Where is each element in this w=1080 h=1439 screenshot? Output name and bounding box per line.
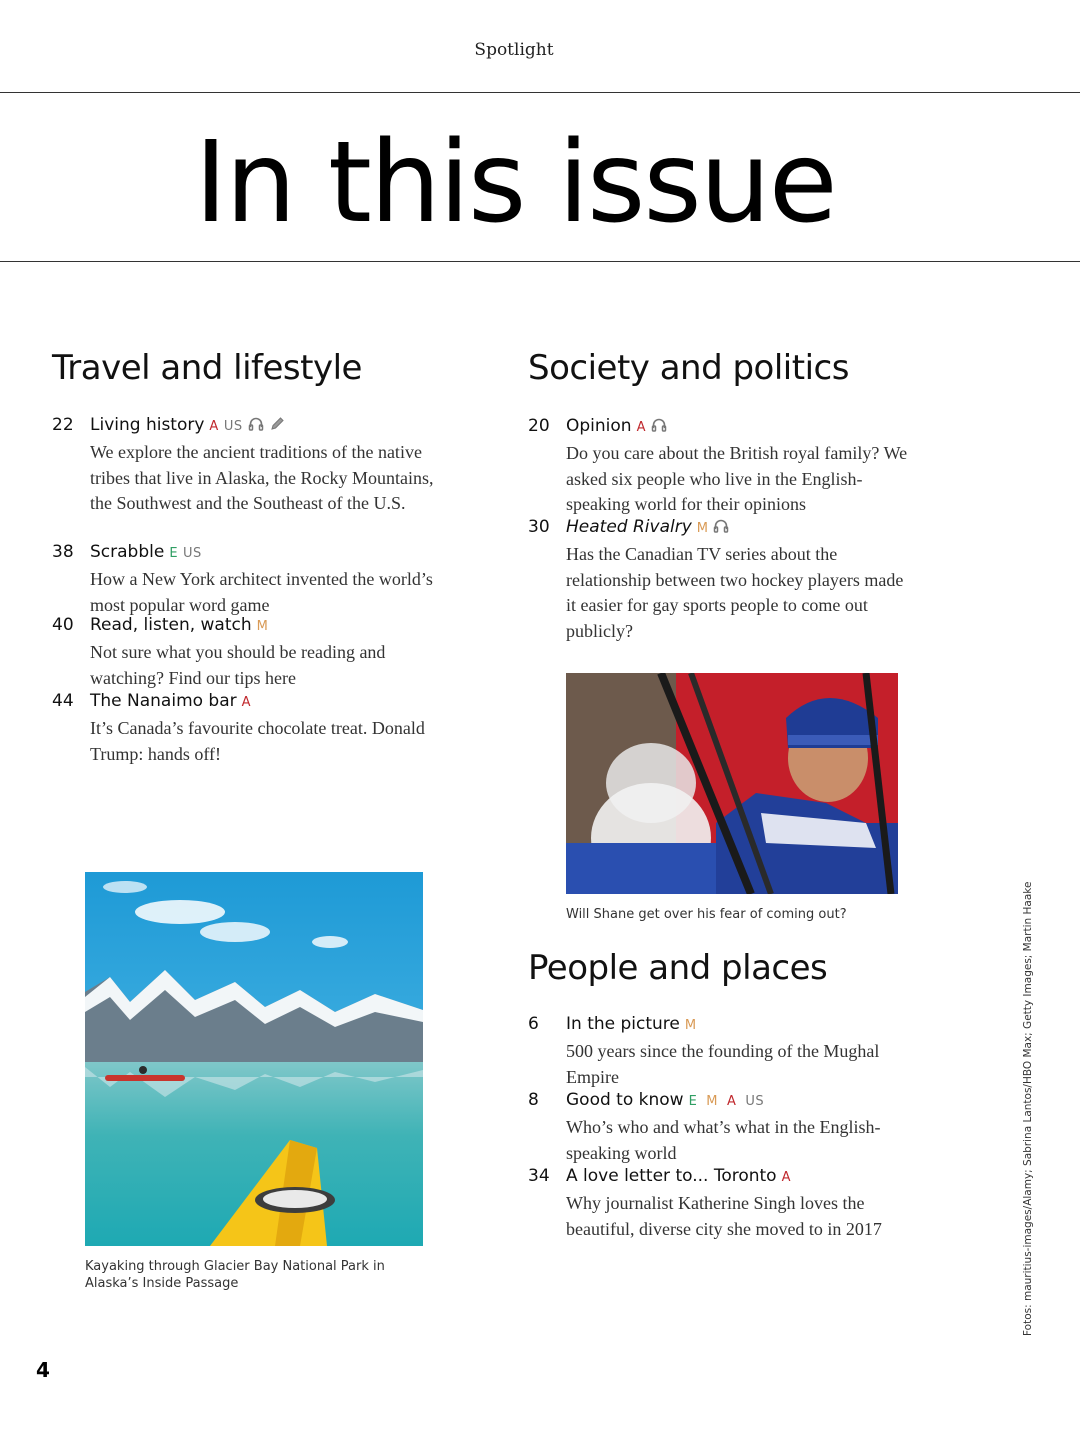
kayak-photo (85, 872, 423, 1246)
entry-page-number: 20 (528, 416, 550, 436)
entry-description: How a New York architect invented the world’s most popular word game (90, 569, 433, 615)
level-badge-e: E (169, 546, 179, 561)
entry-page-number: 40 (52, 615, 74, 635)
headphones-icon (248, 416, 264, 437)
entry-title: In the picture M (566, 1014, 697, 1034)
headphones-icon (651, 417, 667, 438)
entry-page-number: 8 (528, 1090, 539, 1110)
magazine-name: Spotlight (474, 40, 554, 60)
entry-title: Heated Rivalry M (566, 517, 729, 539)
entry-description: Who’s who and what’s what in the English-speaking world (566, 1117, 881, 1163)
entry-description: We explore the ancient traditions of the native tribes that live in Alaska, the Rocky Mountains, the Southwest and the Southeast of the U.S. (90, 442, 434, 513)
level-badge-a: A (727, 1094, 737, 1109)
photo-credit: Fotos: mauritius-images/Alamy; Sabrina Lantos/HBO Max; Getty Images; Martin Haake (1022, 881, 1034, 1336)
level-badge-m: M (706, 1094, 719, 1109)
section-heading-society: Society and politics (528, 348, 849, 388)
entry-description: Do you care about the British royal family? We asked six people who live in the English-speaking world for their opinions (566, 443, 908, 514)
level-badge-us: US (223, 419, 243, 434)
entry-page-number: 30 (528, 517, 550, 537)
entry-page-number: 38 (52, 542, 74, 562)
entry-description: 500 years since the founding of the Mughal Empire (566, 1041, 880, 1087)
entry-title: A love letter to... Toronto A (566, 1166, 791, 1186)
hockey-caption: Will Shane get over his fear of coming out? (566, 907, 847, 922)
pencil-icon (269, 416, 285, 437)
entry-title: Good to know E M A US (566, 1090, 765, 1110)
entry-description: Has the Canadian TV series about the relationship between two hockey players made it easier for gay sports people to come out publicly? (566, 544, 904, 641)
entry-title: Opinion A (566, 416, 667, 438)
level-badge-a: A (209, 419, 219, 434)
kayak-caption: Kayaking through Glacier Bay National Park in Alaska’s Inside Passage (85, 1259, 385, 1291)
level-badge-m: M (684, 1018, 697, 1033)
page-title: In this issue (194, 118, 836, 248)
entry-title: Scrabble E US (90, 542, 202, 562)
title-divider (0, 261, 1080, 262)
page-number: 4 (36, 1358, 50, 1382)
level-badge-us: US (183, 546, 202, 561)
headphones-icon (713, 518, 729, 539)
entry-title: Read, listen, watch M (90, 615, 269, 635)
entry-description: Why journalist Katherine Singh loves the beautiful, diverse city she moved to in 2017 (566, 1193, 882, 1239)
entry-page-number: 44 (52, 691, 74, 711)
entry-page-number: 34 (528, 1166, 550, 1186)
level-badge-a: A (241, 695, 252, 710)
page-header (0, 0, 1080, 93)
level-badge-a: A (781, 1170, 791, 1185)
level-badge-us: US (745, 1094, 765, 1109)
entry-page-number: 22 (52, 415, 74, 435)
level-badge-m: M (256, 619, 269, 634)
entry-page-number: 6 (528, 1014, 539, 1034)
section-heading-travel: Travel and lifestyle (52, 348, 362, 388)
section-heading-people: People and places (528, 948, 828, 988)
level-badge-m: M (696, 521, 709, 536)
hockey-photo (566, 673, 898, 894)
entry-description: It’s Canada’s favourite chocolate treat. Donald Trump: hands off! (90, 718, 425, 764)
entry-title: Living history A US (90, 415, 285, 437)
level-badge-e: E (688, 1094, 698, 1109)
entry-title: The Nanaimo bar A (90, 691, 252, 711)
level-badge-a: A (636, 420, 646, 435)
entry-description: Not sure what you should be reading and watching? Find our tips here (90, 642, 386, 688)
